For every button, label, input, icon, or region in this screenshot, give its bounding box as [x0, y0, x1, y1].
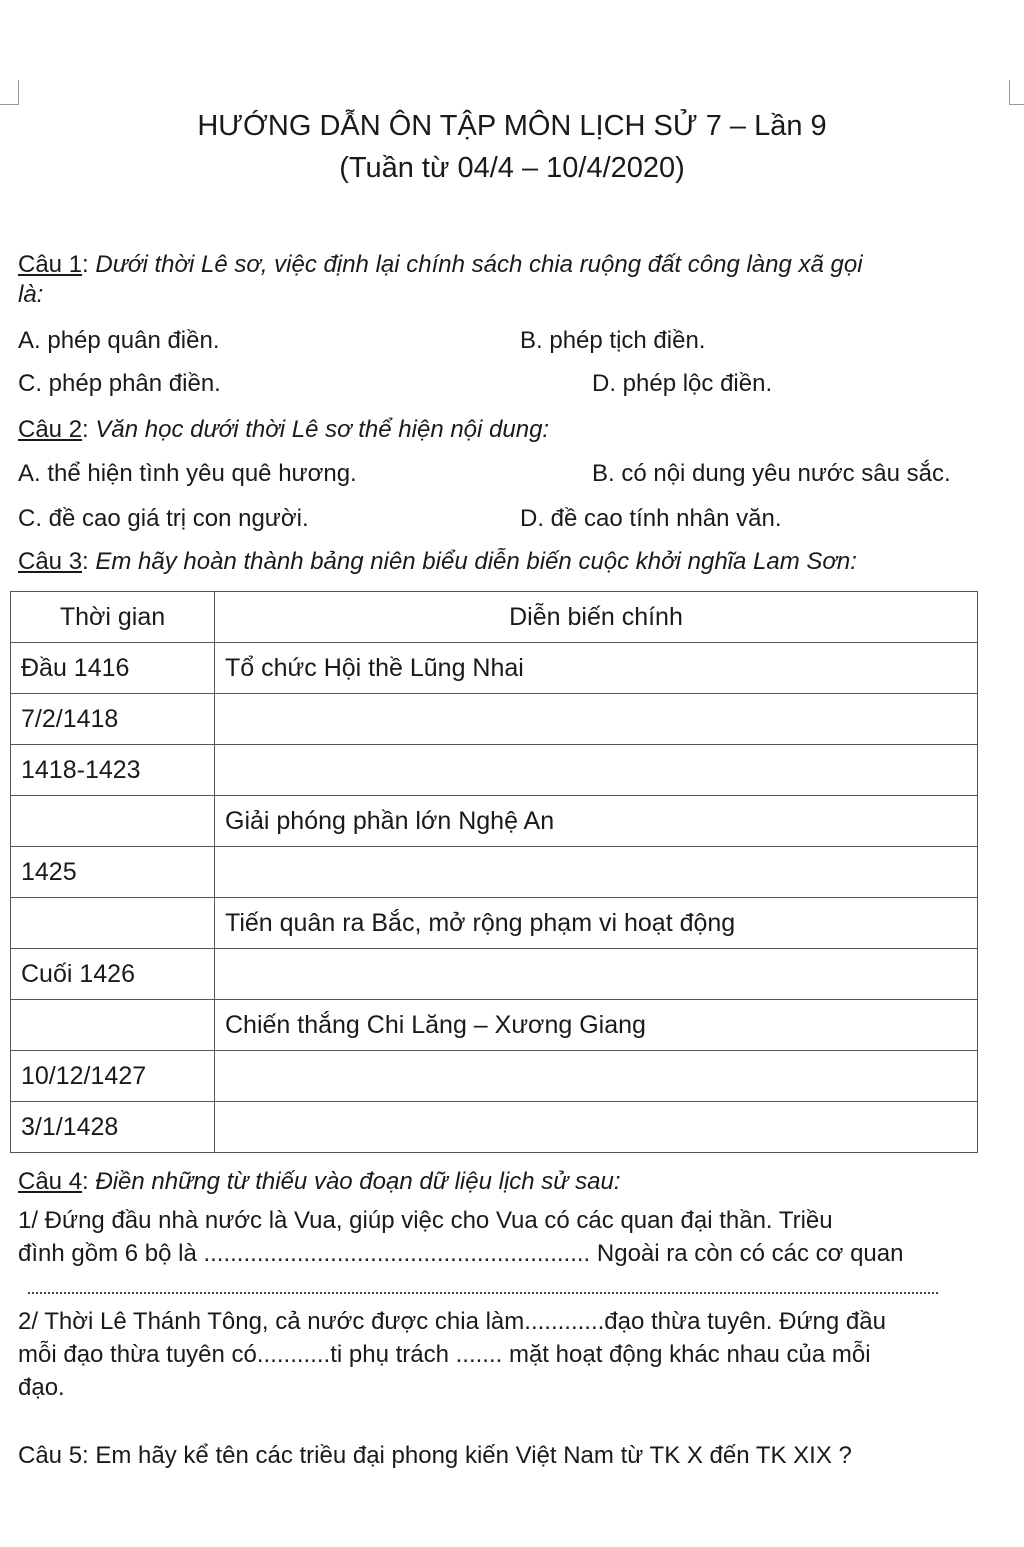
- event-cell: Tiến quân ra Bắc, mở rộng phạm vi hoạt động: [215, 898, 978, 949]
- question-2: Câu 2: Văn học dưới thời Lê sơ thể hiện nội dung:: [18, 416, 550, 443]
- question-3: Câu 3: Em hãy hoàn thành bảng niên biểu diễn biến cuộc khởi nghĩa Lam Sơn:: [18, 548, 857, 575]
- table-row: [11, 694, 978, 745]
- q1-option-a: A. phép quân điền.: [18, 327, 220, 354]
- crop-mark-left: [0, 80, 19, 105]
- question-2-label: Câu 2: [18, 416, 83, 443]
- question-3-text: Em hãy hoàn thành bảng niên biểu diễn biến cuộc khởi nghĩa Lam Sơn:: [95, 548, 857, 575]
- question-1-text-cont: là:: [18, 281, 44, 308]
- q4-paragraph-2-line-3: đạo.: [18, 1374, 65, 1401]
- q4-p1-blank[interactable]: ..........................................................: [203, 1240, 591, 1267]
- question-1: Câu 1: Dưới thời Lê sơ, việc định lại chính sách chia ruộng đất công làng xã gọi: [18, 251, 863, 278]
- time-cell: 7/2/1418: [11, 694, 215, 745]
- question-4: Câu 4: Điền những từ thiếu vào đoạn dữ liệu lịch sử sau:: [18, 1168, 621, 1195]
- table-row: [11, 1102, 978, 1153]
- q1-option-c: C. phép phân điền.: [18, 370, 221, 397]
- table-row: [11, 745, 978, 796]
- q2-option-d: D. đề cao tính nhân văn.: [520, 505, 782, 532]
- time-cell: 1425: [11, 847, 215, 898]
- event-cell: Giải phóng phần lớn Nghệ An: [215, 796, 978, 847]
- q4-p1-text-a: đình gồm 6 bộ là: [18, 1240, 204, 1267]
- q1-option-d: D. phép lộc điền.: [592, 370, 773, 397]
- time-cell: Cuối 1426: [11, 949, 215, 1000]
- q4-p1-text-b: Ngoài ra còn có các cơ quan: [590, 1240, 904, 1267]
- crop-mark-right: [1009, 80, 1024, 105]
- table-header-row: [11, 592, 978, 643]
- event-cell[interactable]: [215, 745, 978, 796]
- q4-paragraph-1-line-2: [18, 1240, 903, 1269]
- q4-paragraph-2-line-2: mỗi đạo thừa tuyên có...........ti phụ trách ....... mặt hoạt động khác nhau của mỗi: [18, 1341, 871, 1368]
- question-3-label: Câu 3: [18, 548, 83, 575]
- time-cell[interactable]: [11, 796, 215, 847]
- question-1-text: Dưới thời Lê sơ, việc định lại chính sách chia ruộng đất công làng xã gọi: [95, 251, 863, 278]
- q4-paragraph-1-line-1: 1/ Đứng đầu nhà nước là Vua, giúp việc cho Vua có các quan đại thần. Triều: [18, 1207, 833, 1234]
- table-row: [11, 898, 978, 949]
- page-subtitle: (Tuần từ 04/4 – 10/4/2020): [339, 152, 685, 184]
- event-cell[interactable]: [215, 694, 978, 745]
- q2-option-b: B. có nội dung yêu nước sâu sắc.: [592, 460, 951, 487]
- event-cell: Chiến thắng Chi Lăng – Xương Giang: [215, 1000, 978, 1051]
- table-row: [11, 643, 978, 694]
- question-2-text: Văn học dưới thời Lê sơ thể hiện nội dung:: [95, 416, 550, 443]
- event-cell[interactable]: [215, 949, 978, 1000]
- q4-answer-dotted-line[interactable]: [28, 1292, 938, 1294]
- time-cell[interactable]: [11, 898, 215, 949]
- page-title: HƯỚNG DẪN ÔN TẬP MÔN LỊCH SỬ 7 – Lần 9: [197, 110, 827, 142]
- question-5: Câu 5: Em hãy kể tên các triều đại phong kiến Việt Nam từ TK X đến TK XIX ?: [18, 1442, 852, 1469]
- event-cell[interactable]: [215, 847, 978, 898]
- q2-option-c: C. đề cao giá trị con người.: [18, 505, 309, 532]
- table-row: [11, 796, 978, 847]
- q1-option-b: B. phép tịch điền.: [520, 327, 706, 354]
- question-1-label: Câu 1: [18, 251, 83, 278]
- question-5-label: Câu 5: [18, 1442, 83, 1469]
- question-5-text: Em hãy kể tên các triều đại phong kiến Việt Nam từ TK X đến TK XIX ?: [95, 1442, 852, 1469]
- event-cell[interactable]: [215, 1051, 978, 1102]
- q2-option-a: A. thể hiện tình yêu quê hương.: [18, 460, 357, 487]
- timeline-table: [10, 591, 978, 1153]
- header-events: Diễn biến chính: [215, 592, 978, 643]
- table-row: [11, 1051, 978, 1102]
- table-row: [11, 847, 978, 898]
- header-time: Thời gian: [11, 592, 215, 643]
- question-4-label: Câu 4: [18, 1168, 83, 1195]
- q4-paragraph-2-line-1: 2/ Thời Lê Thánh Tông, cả nước được chia làm............đạo thừa tuyên. Đứng đầu: [18, 1308, 886, 1335]
- table-row: [11, 949, 978, 1000]
- time-cell: 10/12/1427: [11, 1051, 215, 1102]
- time-cell[interactable]: [11, 1000, 215, 1051]
- table-row: [11, 1000, 978, 1051]
- question-4-text: Điền những từ thiếu vào đoạn dữ liệu lịch sử sau:: [95, 1168, 621, 1195]
- time-cell: 1418-1423: [11, 745, 215, 796]
- time-cell: 3/1/1428: [11, 1102, 215, 1153]
- event-cell: Tổ chức Hội thề Lũng Nhai: [215, 643, 978, 694]
- event-cell[interactable]: [215, 1102, 978, 1153]
- time-cell: Đầu 1416: [11, 643, 215, 694]
